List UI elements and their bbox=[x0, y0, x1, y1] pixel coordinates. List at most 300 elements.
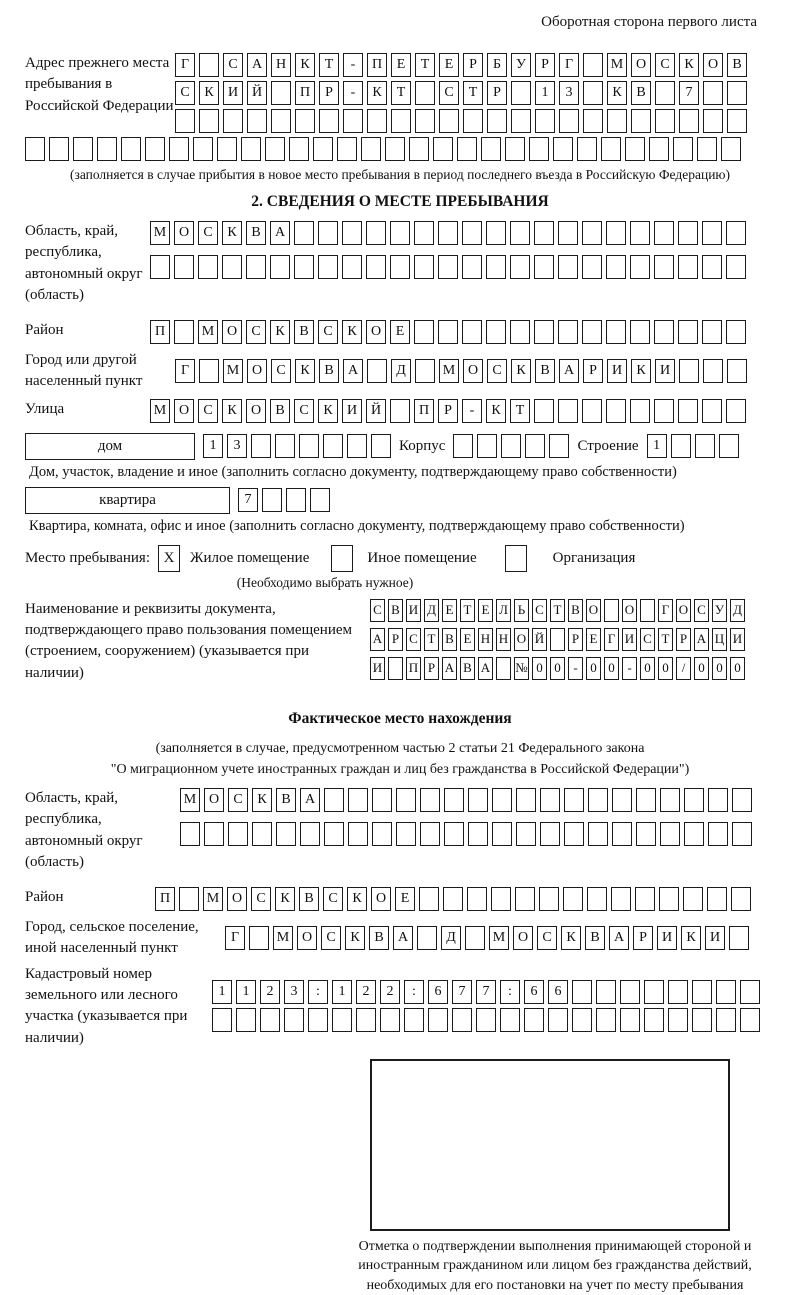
char-cell[interactable] bbox=[596, 1008, 616, 1032]
char-cell[interactable]: 3 bbox=[284, 980, 304, 1004]
char-cell[interactable]: / bbox=[676, 657, 691, 680]
char-cell[interactable]: Й bbox=[366, 399, 386, 423]
char-cell[interactable] bbox=[583, 53, 603, 77]
char-cell[interactable] bbox=[501, 434, 521, 458]
char-cell[interactable] bbox=[468, 788, 488, 812]
char-cell[interactable] bbox=[731, 887, 751, 911]
char-cell[interactable] bbox=[534, 221, 554, 245]
char-cell[interactable] bbox=[444, 822, 464, 846]
char-cell[interactable] bbox=[702, 399, 722, 423]
char-cell[interactable] bbox=[678, 221, 698, 245]
char-cell[interactable]: М bbox=[607, 53, 627, 77]
char-cell[interactable] bbox=[702, 320, 722, 344]
char-cell[interactable] bbox=[630, 221, 650, 245]
char-cell[interactable]: А bbox=[442, 657, 457, 680]
char-cell[interactable] bbox=[199, 359, 219, 383]
char-cell[interactable] bbox=[702, 221, 722, 245]
char-cell[interactable]: И bbox=[657, 926, 677, 950]
char-cell[interactable]: С bbox=[439, 81, 459, 105]
char-cell[interactable] bbox=[583, 109, 603, 133]
char-cell[interactable] bbox=[558, 221, 578, 245]
char-cell[interactable] bbox=[660, 788, 680, 812]
char-cell[interactable] bbox=[678, 255, 698, 279]
char-cell[interactable] bbox=[660, 822, 680, 846]
char-cell[interactable] bbox=[468, 822, 488, 846]
char-cell[interactable] bbox=[476, 1008, 496, 1032]
char-cell[interactable] bbox=[169, 137, 189, 161]
char-cell[interactable]: С bbox=[537, 926, 557, 950]
char-cell[interactable]: В bbox=[319, 359, 339, 383]
char-cell[interactable] bbox=[433, 137, 453, 161]
char-cell[interactable]: Ц bbox=[712, 628, 727, 651]
char-cell[interactable]: А bbox=[694, 628, 709, 651]
char-cell[interactable]: О bbox=[366, 320, 386, 344]
char-cell[interactable]: К bbox=[222, 221, 242, 245]
char-cell[interactable]: С bbox=[532, 599, 547, 622]
char-cell[interactable] bbox=[654, 320, 674, 344]
char-cell[interactable] bbox=[417, 926, 437, 950]
char-cell[interactable] bbox=[511, 81, 531, 105]
char-cell[interactable]: Г bbox=[175, 53, 195, 77]
char-cell[interactable]: Д bbox=[424, 599, 439, 622]
char-cell[interactable] bbox=[319, 109, 339, 133]
char-cell[interactable]: К bbox=[607, 81, 627, 105]
char-cell[interactable] bbox=[299, 434, 319, 458]
char-cell[interactable] bbox=[540, 788, 560, 812]
char-cell[interactable] bbox=[452, 1008, 472, 1032]
char-cell[interactable] bbox=[246, 255, 266, 279]
char-cell[interactable] bbox=[572, 980, 592, 1004]
char-cell[interactable] bbox=[415, 109, 435, 133]
char-cell[interactable] bbox=[453, 434, 473, 458]
char-cell[interactable] bbox=[727, 81, 747, 105]
char-cell[interactable]: М bbox=[439, 359, 459, 383]
dom-type-box[interactable] bbox=[25, 433, 195, 460]
char-cell[interactable] bbox=[308, 1008, 328, 1032]
char-cell[interactable]: О bbox=[514, 628, 529, 651]
char-cell[interactable] bbox=[611, 887, 631, 911]
char-cell[interactable] bbox=[678, 399, 698, 423]
char-cell[interactable]: М bbox=[150, 221, 170, 245]
char-cell[interactable]: С bbox=[223, 53, 243, 77]
char-cell[interactable]: В bbox=[460, 657, 475, 680]
char-cell[interactable] bbox=[385, 137, 405, 161]
char-cell[interactable]: Т bbox=[415, 53, 435, 77]
char-cell[interactable]: М bbox=[198, 320, 218, 344]
char-cell[interactable]: К bbox=[252, 788, 272, 812]
char-cell[interactable] bbox=[539, 887, 559, 911]
char-cell[interactable] bbox=[342, 255, 362, 279]
char-cell[interactable]: - bbox=[622, 657, 637, 680]
char-cell[interactable]: 0 bbox=[730, 657, 745, 680]
char-cell[interactable] bbox=[492, 822, 512, 846]
char-cell[interactable] bbox=[727, 109, 747, 133]
char-cell[interactable]: О bbox=[631, 53, 651, 77]
char-cell[interactable] bbox=[367, 109, 387, 133]
char-cell[interactable]: Т bbox=[424, 628, 439, 651]
char-cell[interactable]: В bbox=[568, 599, 583, 622]
char-cell[interactable] bbox=[582, 399, 602, 423]
char-cell[interactable]: И bbox=[406, 599, 421, 622]
char-cell[interactable] bbox=[563, 887, 583, 911]
char-cell[interactable] bbox=[390, 255, 410, 279]
char-cell[interactable] bbox=[612, 822, 632, 846]
char-cell[interactable]: С bbox=[198, 221, 218, 245]
char-cell[interactable] bbox=[414, 221, 434, 245]
char-cell[interactable]: М bbox=[273, 926, 293, 950]
char-cell[interactable] bbox=[371, 434, 391, 458]
char-cell[interactable] bbox=[684, 822, 704, 846]
char-cell[interactable] bbox=[420, 822, 440, 846]
char-cell[interactable]: К bbox=[367, 81, 387, 105]
char-cell[interactable]: - bbox=[343, 81, 363, 105]
char-cell[interactable]: 6 bbox=[548, 980, 568, 1004]
char-cell[interactable]: А bbox=[393, 926, 413, 950]
char-cell[interactable]: К bbox=[295, 359, 315, 383]
char-cell[interactable]: Д bbox=[441, 926, 461, 950]
char-cell[interactable] bbox=[719, 434, 739, 458]
char-cell[interactable] bbox=[726, 320, 746, 344]
char-cell[interactable] bbox=[388, 657, 403, 680]
char-cell[interactable] bbox=[525, 434, 545, 458]
char-cell[interactable] bbox=[695, 434, 715, 458]
char-cell[interactable]: И bbox=[607, 359, 627, 383]
char-cell[interactable]: А bbox=[300, 788, 320, 812]
char-cell[interactable]: 0 bbox=[532, 657, 547, 680]
char-cell[interactable] bbox=[558, 255, 578, 279]
char-cell[interactable] bbox=[564, 822, 584, 846]
char-cell[interactable]: Т bbox=[391, 81, 411, 105]
char-cell[interactable] bbox=[343, 109, 363, 133]
char-cell[interactable]: Р bbox=[676, 628, 691, 651]
char-cell[interactable]: К bbox=[486, 399, 506, 423]
char-cell[interactable] bbox=[390, 221, 410, 245]
char-cell[interactable]: М bbox=[203, 887, 223, 911]
char-cell[interactable] bbox=[644, 980, 664, 1004]
char-cell[interactable]: Й bbox=[247, 81, 267, 105]
char-cell[interactable] bbox=[583, 81, 603, 105]
char-cell[interactable] bbox=[443, 887, 463, 911]
char-cell[interactable] bbox=[414, 255, 434, 279]
char-cell[interactable] bbox=[679, 359, 699, 383]
char-cell[interactable] bbox=[534, 255, 554, 279]
char-cell[interactable]: С bbox=[251, 887, 271, 911]
char-cell[interactable] bbox=[716, 1008, 736, 1032]
char-cell[interactable]: А bbox=[370, 628, 385, 651]
char-cell[interactable] bbox=[529, 137, 549, 161]
char-cell[interactable] bbox=[332, 1008, 352, 1032]
char-cell[interactable]: К bbox=[295, 53, 315, 77]
char-cell[interactable] bbox=[625, 137, 645, 161]
char-cell[interactable] bbox=[199, 53, 219, 77]
char-cell[interactable] bbox=[549, 434, 569, 458]
char-cell[interactable]: 0 bbox=[586, 657, 601, 680]
char-cell[interactable] bbox=[275, 434, 295, 458]
char-cell[interactable] bbox=[438, 221, 458, 245]
char-cell[interactable]: 2 bbox=[260, 980, 280, 1004]
char-cell[interactable] bbox=[270, 255, 290, 279]
char-cell[interactable] bbox=[391, 109, 411, 133]
char-cell[interactable] bbox=[251, 434, 271, 458]
char-cell[interactable]: К bbox=[270, 320, 290, 344]
char-cell[interactable]: В bbox=[727, 53, 747, 77]
char-cell[interactable]: Ь bbox=[514, 599, 529, 622]
char-cell[interactable] bbox=[505, 137, 525, 161]
char-cell[interactable]: К bbox=[342, 320, 362, 344]
char-cell[interactable]: П bbox=[406, 657, 421, 680]
char-cell[interactable]: - bbox=[462, 399, 482, 423]
char-cell[interactable] bbox=[463, 109, 483, 133]
char-cell[interactable]: Е bbox=[395, 887, 415, 911]
char-cell[interactable] bbox=[534, 399, 554, 423]
char-cell[interactable] bbox=[236, 1008, 256, 1032]
char-cell[interactable]: Г bbox=[175, 359, 195, 383]
char-cell[interactable] bbox=[558, 399, 578, 423]
char-cell[interactable]: 1 bbox=[647, 434, 667, 458]
char-cell[interactable] bbox=[486, 255, 506, 279]
char-cell[interactable] bbox=[324, 788, 344, 812]
char-cell[interactable] bbox=[708, 788, 728, 812]
char-cell[interactable]: С bbox=[228, 788, 248, 812]
char-cell[interactable] bbox=[419, 887, 439, 911]
char-cell[interactable]: К bbox=[318, 399, 338, 423]
char-cell[interactable] bbox=[193, 137, 213, 161]
char-cell[interactable]: Е bbox=[442, 599, 457, 622]
char-cell[interactable]: О bbox=[463, 359, 483, 383]
char-cell[interactable]: П bbox=[414, 399, 434, 423]
char-cell[interactable] bbox=[252, 822, 272, 846]
char-cell[interactable] bbox=[348, 822, 368, 846]
char-cell[interactable] bbox=[655, 109, 675, 133]
char-cell[interactable] bbox=[180, 822, 200, 846]
char-cell[interactable] bbox=[534, 320, 554, 344]
char-cell[interactable] bbox=[467, 887, 487, 911]
char-cell[interactable]: А bbox=[270, 221, 290, 245]
char-cell[interactable] bbox=[241, 137, 261, 161]
char-cell[interactable] bbox=[620, 1008, 640, 1032]
char-cell[interactable]: К bbox=[347, 887, 367, 911]
char-cell[interactable]: Р bbox=[424, 657, 439, 680]
char-cell[interactable] bbox=[310, 488, 330, 512]
char-cell[interactable] bbox=[444, 788, 464, 812]
char-cell[interactable] bbox=[457, 137, 477, 161]
char-cell[interactable]: : bbox=[500, 980, 520, 1004]
char-cell[interactable] bbox=[606, 221, 626, 245]
char-cell[interactable]: 7 bbox=[452, 980, 472, 1004]
char-cell[interactable]: А bbox=[343, 359, 363, 383]
char-cell[interactable]: Н bbox=[271, 53, 291, 77]
char-cell[interactable]: Р bbox=[388, 628, 403, 651]
char-cell[interactable] bbox=[73, 137, 93, 161]
char-cell[interactable]: 0 bbox=[658, 657, 673, 680]
char-cell[interactable]: 2 bbox=[356, 980, 376, 1004]
char-cell[interactable] bbox=[659, 887, 679, 911]
char-cell[interactable] bbox=[515, 887, 535, 911]
char-cell[interactable]: О bbox=[247, 359, 267, 383]
char-cell[interactable]: В bbox=[246, 221, 266, 245]
char-cell[interactable] bbox=[510, 320, 530, 344]
char-cell[interactable] bbox=[487, 109, 507, 133]
char-cell[interactable] bbox=[510, 221, 530, 245]
char-cell[interactable]: С bbox=[271, 359, 291, 383]
char-cell[interactable]: В bbox=[631, 81, 651, 105]
char-cell[interactable]: Г bbox=[658, 599, 673, 622]
char-cell[interactable] bbox=[596, 980, 616, 1004]
char-cell[interactable] bbox=[671, 434, 691, 458]
char-cell[interactable] bbox=[439, 109, 459, 133]
char-cell[interactable]: У bbox=[712, 599, 727, 622]
char-cell[interactable] bbox=[366, 255, 386, 279]
char-cell[interactable] bbox=[276, 822, 296, 846]
char-cell[interactable] bbox=[612, 788, 632, 812]
char-cell[interactable]: М bbox=[489, 926, 509, 950]
char-cell[interactable] bbox=[564, 788, 584, 812]
char-cell[interactable]: К bbox=[679, 53, 699, 77]
char-cell[interactable]: 1 bbox=[212, 980, 232, 1004]
char-cell[interactable] bbox=[655, 81, 675, 105]
char-cell[interactable] bbox=[582, 255, 602, 279]
char-cell[interactable]: О bbox=[222, 320, 242, 344]
char-cell[interactable] bbox=[428, 1008, 448, 1032]
char-cell[interactable] bbox=[337, 137, 357, 161]
char-cell[interactable] bbox=[721, 137, 741, 161]
char-cell[interactable]: - bbox=[568, 657, 583, 680]
char-cell[interactable] bbox=[678, 320, 698, 344]
char-cell[interactable] bbox=[228, 822, 248, 846]
char-cell[interactable]: С bbox=[370, 599, 385, 622]
char-cell[interactable]: А bbox=[247, 53, 267, 77]
char-cell[interactable]: О bbox=[703, 53, 723, 77]
char-cell[interactable]: О bbox=[513, 926, 533, 950]
char-cell[interactable] bbox=[732, 788, 752, 812]
char-cell[interactable] bbox=[174, 255, 194, 279]
char-cell[interactable] bbox=[260, 1008, 280, 1032]
char-cell[interactable]: П bbox=[295, 81, 315, 105]
char-cell[interactable]: Е bbox=[390, 320, 410, 344]
char-cell[interactable] bbox=[692, 980, 712, 1004]
char-cell[interactable] bbox=[438, 320, 458, 344]
char-cell[interactable]: В bbox=[535, 359, 555, 383]
char-cell[interactable] bbox=[348, 788, 368, 812]
char-cell[interactable]: 0 bbox=[640, 657, 655, 680]
char-cell[interactable]: С bbox=[655, 53, 675, 77]
char-cell[interactable]: 7 bbox=[238, 488, 258, 512]
char-cell[interactable]: Н bbox=[478, 628, 493, 651]
char-cell[interactable] bbox=[415, 81, 435, 105]
checkbox-zhiloe[interactable]: X bbox=[158, 545, 180, 572]
char-cell[interactable]: С bbox=[323, 887, 343, 911]
char-cell[interactable] bbox=[550, 628, 565, 651]
char-cell[interactable]: Е bbox=[460, 628, 475, 651]
kvartira-type-box[interactable] bbox=[25, 487, 230, 514]
char-cell[interactable] bbox=[150, 255, 170, 279]
char-cell[interactable] bbox=[640, 599, 655, 622]
char-cell[interactable]: 2 bbox=[380, 980, 400, 1004]
char-cell[interactable] bbox=[179, 887, 199, 911]
char-cell[interactable] bbox=[438, 255, 458, 279]
char-cell[interactable] bbox=[367, 359, 387, 383]
char-cell[interactable] bbox=[145, 137, 165, 161]
char-cell[interactable]: К bbox=[561, 926, 581, 950]
char-cell[interactable]: С bbox=[487, 359, 507, 383]
char-cell[interactable] bbox=[462, 221, 482, 245]
char-cell[interactable]: П bbox=[155, 887, 175, 911]
char-cell[interactable] bbox=[271, 109, 291, 133]
char-cell[interactable]: Р bbox=[487, 81, 507, 105]
char-cell[interactable] bbox=[606, 255, 626, 279]
char-cell[interactable]: Й bbox=[532, 628, 547, 651]
char-cell[interactable]: В bbox=[294, 320, 314, 344]
char-cell[interactable]: А bbox=[609, 926, 629, 950]
char-cell[interactable] bbox=[540, 822, 560, 846]
char-cell[interactable]: С bbox=[318, 320, 338, 344]
char-cell[interactable] bbox=[347, 434, 367, 458]
char-cell[interactable]: В bbox=[585, 926, 605, 950]
char-cell[interactable] bbox=[212, 1008, 232, 1032]
checkbox-organizatsiya[interactable] bbox=[505, 545, 527, 572]
char-cell[interactable] bbox=[587, 887, 607, 911]
char-cell[interactable] bbox=[732, 822, 752, 846]
char-cell[interactable]: О bbox=[622, 599, 637, 622]
char-cell[interactable] bbox=[588, 822, 608, 846]
char-cell[interactable]: С bbox=[694, 599, 709, 622]
char-cell[interactable] bbox=[636, 822, 656, 846]
char-cell[interactable]: О bbox=[227, 887, 247, 911]
char-cell[interactable] bbox=[668, 980, 688, 1004]
char-cell[interactable]: К bbox=[511, 359, 531, 383]
char-cell[interactable] bbox=[606, 320, 626, 344]
char-cell[interactable] bbox=[223, 109, 243, 133]
char-cell[interactable] bbox=[121, 137, 141, 161]
char-cell[interactable]: - bbox=[343, 53, 363, 77]
char-cell[interactable] bbox=[372, 822, 392, 846]
char-cell[interactable] bbox=[553, 137, 573, 161]
char-cell[interactable]: 1 bbox=[236, 980, 256, 1004]
char-cell[interactable] bbox=[198, 255, 218, 279]
char-cell[interactable] bbox=[683, 887, 703, 911]
char-cell[interactable]: О bbox=[676, 599, 691, 622]
char-cell[interactable] bbox=[703, 109, 723, 133]
char-cell[interactable]: Р bbox=[535, 53, 555, 77]
char-cell[interactable]: Р bbox=[463, 53, 483, 77]
char-cell[interactable] bbox=[697, 137, 717, 161]
char-cell[interactable] bbox=[572, 1008, 592, 1032]
char-cell[interactable]: О bbox=[174, 399, 194, 423]
char-cell[interactable] bbox=[500, 1008, 520, 1032]
char-cell[interactable] bbox=[415, 359, 435, 383]
char-cell[interactable] bbox=[366, 221, 386, 245]
char-cell[interactable] bbox=[249, 926, 269, 950]
char-cell[interactable] bbox=[271, 81, 291, 105]
char-cell[interactable] bbox=[409, 137, 429, 161]
char-cell[interactable] bbox=[294, 255, 314, 279]
char-cell[interactable] bbox=[740, 1008, 760, 1032]
char-cell[interactable] bbox=[601, 137, 621, 161]
char-cell[interactable]: С bbox=[175, 81, 195, 105]
char-cell[interactable]: Р bbox=[438, 399, 458, 423]
char-cell[interactable]: 3 bbox=[227, 434, 247, 458]
char-cell[interactable] bbox=[654, 399, 674, 423]
char-cell[interactable]: Л bbox=[496, 599, 511, 622]
char-cell[interactable] bbox=[630, 320, 650, 344]
char-cell[interactable] bbox=[289, 137, 309, 161]
char-cell[interactable] bbox=[342, 221, 362, 245]
char-cell[interactable]: Е bbox=[439, 53, 459, 77]
char-cell[interactable] bbox=[511, 109, 531, 133]
char-cell[interactable]: А bbox=[478, 657, 493, 680]
char-cell[interactable]: № bbox=[514, 657, 529, 680]
char-cell[interactable] bbox=[486, 221, 506, 245]
